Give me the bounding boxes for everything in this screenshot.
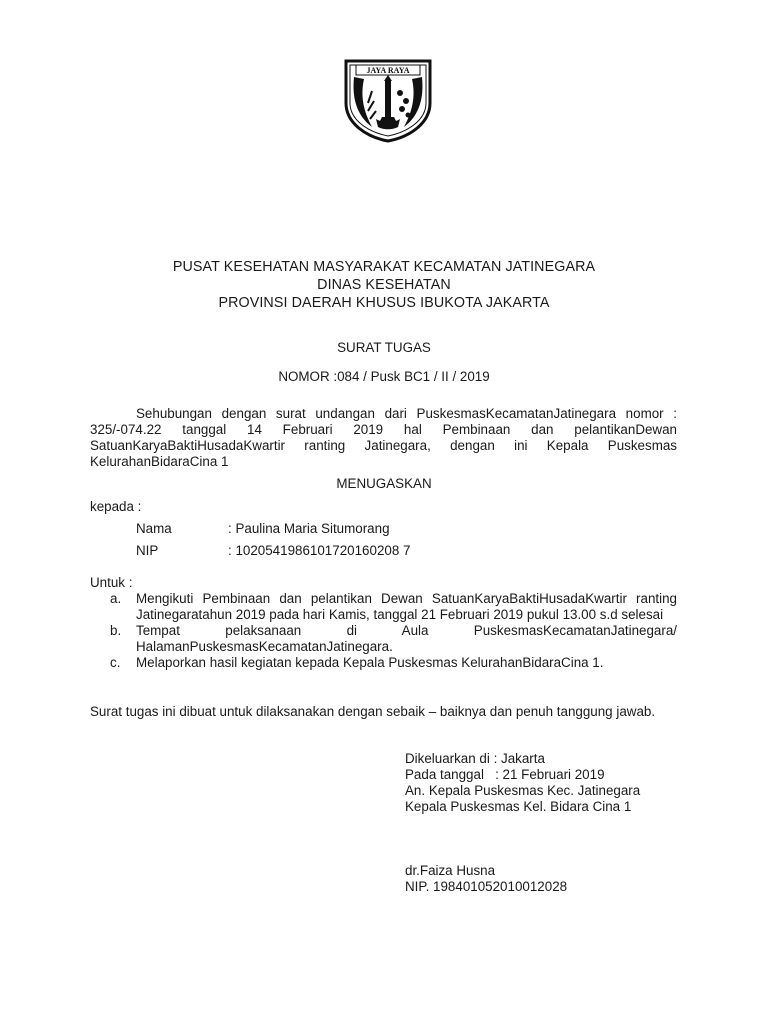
task-item bbox=[108, 655, 677, 671]
name-label: Nama bbox=[136, 521, 172, 536]
person-name-row bbox=[136, 521, 656, 537]
untuk-label: Untuk : bbox=[90, 575, 133, 590]
task-text: Mengikuti Pembinaan dan pelantikan Dewan SatuanKaryaBaktiHusadaKwartir ranting Jatinegaratahun 2019 pada hari Kamis, tanggal 21 Februari 2019 pukul 13.00 s.d selesai bbox=[136, 591, 677, 622]
nip-label: NIP bbox=[136, 543, 159, 558]
signer-name: dr.Faiza Husna bbox=[405, 863, 496, 878]
header-line-2: DINAS KESEHATAN bbox=[317, 277, 451, 293]
person-info bbox=[136, 521, 656, 559]
task-text: Melaporkan hasil kegiatan kepada Kepala Puskesmas KelurahanBidaraCina 1. bbox=[136, 655, 604, 670]
document-title: SURAT TUGAS bbox=[337, 340, 431, 355]
header-line-1: PUSAT KESEHATAN MASYARAKAT KECAMATAN JATINEGARA bbox=[172, 259, 596, 275]
signer-nip: NIP. 198401052010012028 bbox=[405, 879, 568, 894]
menugaskan-heading: MENUGASKAN bbox=[336, 476, 432, 491]
header-line-3: PROVINSI DAERAH KHUSUS IBUKOTA JAKARTA bbox=[218, 295, 550, 311]
kepada-label: kepada : bbox=[90, 499, 142, 514]
person-nip-row bbox=[136, 543, 656, 559]
task-marker: a. bbox=[110, 591, 122, 606]
nip-value: : 1020541986101720160208 7 bbox=[228, 543, 411, 558]
task-item bbox=[108, 623, 677, 655]
jaya-raya-emblem bbox=[342, 57, 434, 143]
name-value: : Paulina Maria Situmorang bbox=[228, 521, 390, 536]
task-marker: c. bbox=[110, 655, 121, 670]
task-item bbox=[108, 591, 677, 623]
closing-paragraph: Surat tugas ini dibuat untuk dilaksanakan dengan sebaik – baiknya dan penuh tanggung jawab. bbox=[90, 704, 656, 719]
task-list bbox=[108, 591, 677, 671]
signer-block bbox=[405, 863, 567, 895]
document-number: NOMOR :084 / Pusk BC1 / II / 2019 bbox=[278, 369, 490, 384]
issued-at: Dikeluarkan di : Jakarta bbox=[405, 751, 545, 766]
task-marker: b. bbox=[110, 623, 122, 638]
emblem-banner-text: JAYA RAYA bbox=[366, 66, 410, 75]
issued-date: Pada tanggal : 21 Februari 2019 bbox=[405, 767, 605, 782]
intro-paragraph: Sehubungan dengan surat undangan dari PuskesmasKecamatanJatinegara nomor : 325/-074.22 tanggal 14 Februari 2019 hal Pembinaan dan pelantikanDewan SatuanKaryaBaktiHusadaKwartir ranting Jatinegara, dengan ini Kepala Puskesmas KelurahanBidaraCina 1 bbox=[90, 406, 677, 469]
on-behalf-of: An. Kepala Puskesmas Kec. Jatinegara bbox=[405, 783, 641, 798]
task-text: Tempat pelaksanaan di Aula PuskesmasKecamatanJatinegara/ HalamanPuskesmasKecamatanJatinegara. bbox=[136, 623, 677, 654]
signature-block bbox=[405, 751, 640, 815]
signer-position: Kepala Puskesmas Kel. Bidara Cina 1 bbox=[405, 799, 632, 814]
